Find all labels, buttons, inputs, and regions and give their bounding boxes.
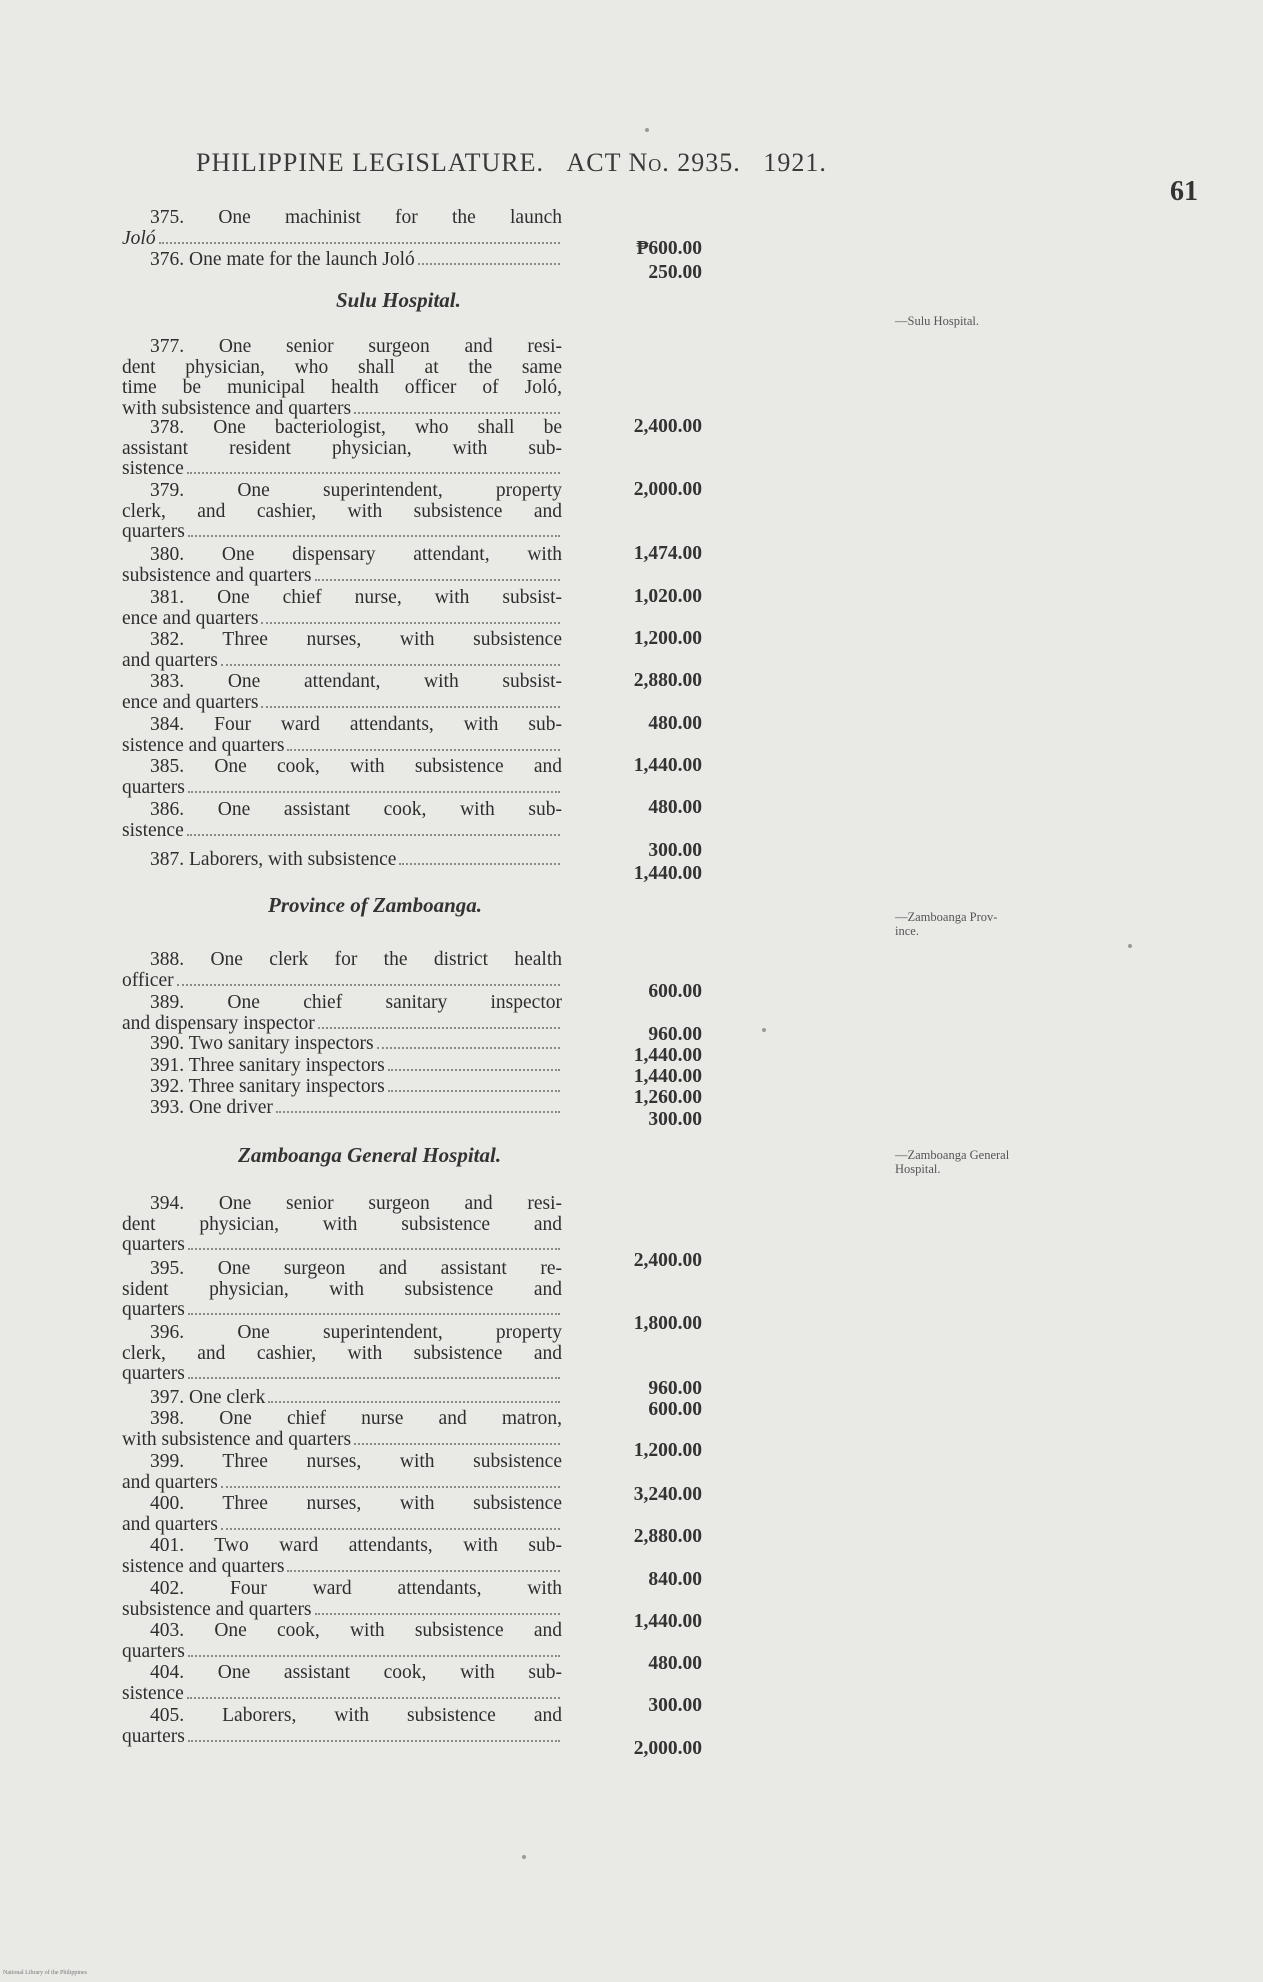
item-final-text: quarters bbox=[122, 1299, 185, 1320]
item-text-line: 399. Three nurses, with subsistence bbox=[150, 1451, 562, 1472]
line-item bbox=[122, 672, 562, 713]
act-number: ACT No. 2935. bbox=[566, 148, 741, 177]
item-final-line bbox=[122, 459, 562, 480]
item-amount: 480.00 bbox=[648, 713, 702, 734]
item-amount: 3,240.00 bbox=[633, 1484, 702, 1505]
line-item bbox=[122, 1452, 562, 1493]
item-final-text: subsistence and quarters bbox=[122, 564, 312, 586]
dot-leader bbox=[388, 1090, 560, 1092]
item-text-line: 385. One cook, with subsistence and bbox=[150, 756, 562, 777]
item-final-line bbox=[122, 1515, 562, 1536]
line-item bbox=[122, 588, 562, 629]
line-item bbox=[122, 1098, 562, 1119]
line-item bbox=[122, 1077, 562, 1098]
line-item bbox=[122, 481, 562, 543]
item-amount: 1,474.00 bbox=[633, 543, 702, 564]
line-item bbox=[122, 1056, 562, 1077]
item-final-line bbox=[122, 250, 562, 271]
dot-leader bbox=[276, 1111, 560, 1113]
line-item bbox=[122, 337, 562, 419]
dot-leader bbox=[388, 1069, 560, 1071]
dot-leader bbox=[268, 1401, 560, 1403]
item-final-line bbox=[122, 1056, 562, 1077]
item-final-line bbox=[122, 1727, 562, 1748]
dot-leader bbox=[188, 535, 560, 537]
dot-leader bbox=[318, 1027, 560, 1029]
item-amount: 1,800.00 bbox=[633, 1313, 702, 1334]
item-final-text: and quarters bbox=[122, 649, 218, 671]
item-final-text: quarters bbox=[122, 776, 185, 798]
dot-leader bbox=[187, 834, 560, 836]
item-final-line bbox=[122, 651, 562, 672]
item-final-line bbox=[122, 821, 562, 842]
line-item bbox=[122, 993, 562, 1034]
item-text-line: 378. One bacteriologist, who shall be bbox=[150, 417, 562, 438]
item-final-text: subsistence and quarters bbox=[122, 1598, 312, 1620]
item-amount: 480.00 bbox=[648, 1653, 702, 1674]
item-amount: 2,400.00 bbox=[633, 1250, 702, 1271]
item-final-text: 397. One clerk bbox=[150, 1387, 266, 1408]
item-text-line: 381. One chief nurse, with subsist- bbox=[150, 587, 562, 608]
item-final-line bbox=[122, 1684, 562, 1705]
item-text-line: 400. Three nurses, with subsistence bbox=[150, 1493, 562, 1514]
dot-leader bbox=[187, 472, 560, 474]
item-text-line: sident physician, with subsistence and bbox=[122, 1278, 562, 1300]
margin-note-zamboanga-hospital: —Zamboanga General Hospital. bbox=[895, 1148, 1010, 1176]
item-amount: 2,000.00 bbox=[633, 479, 702, 500]
item-final-text: Joló bbox=[122, 227, 156, 249]
scan-speck bbox=[522, 1855, 526, 1859]
item-amount: 300.00 bbox=[648, 1695, 702, 1716]
item-amount: 1,440.00 bbox=[633, 863, 702, 884]
item-final-text: 376. One mate for the launch Joló bbox=[150, 249, 415, 270]
item-amount: 1,440.00 bbox=[633, 1045, 702, 1066]
item-final-line bbox=[122, 229, 562, 250]
item-amount: 300.00 bbox=[648, 1109, 702, 1130]
item-final-text: sistence and quarters bbox=[122, 1555, 285, 1577]
item-amount: 2,400.00 bbox=[633, 416, 702, 437]
item-final-text: sistence and quarters bbox=[122, 734, 285, 756]
item-final-line bbox=[122, 522, 562, 543]
dot-leader bbox=[261, 622, 560, 624]
item-text-line: 404. One assistant cook, with sub- bbox=[150, 1662, 562, 1683]
dot-leader bbox=[187, 1697, 560, 1699]
dot-leader bbox=[221, 1528, 560, 1530]
item-final-text: ence and quarters bbox=[122, 607, 259, 629]
scan-speck bbox=[762, 1028, 766, 1032]
margin-note-sulu-hospital: —Sulu Hospital. bbox=[895, 314, 980, 328]
item-amount: 300.00 bbox=[648, 840, 702, 861]
dot-leader bbox=[377, 1047, 560, 1049]
item-final-line bbox=[122, 736, 562, 757]
item-text-line: 375. One machinist for the launch bbox=[150, 207, 562, 228]
item-final-text: sistence bbox=[122, 1682, 184, 1704]
item-final-line bbox=[122, 778, 562, 799]
item-final-text: quarters bbox=[122, 1725, 185, 1747]
item-final-line bbox=[122, 1388, 562, 1409]
dot-leader bbox=[399, 863, 560, 865]
item-final-text: and dispensary inspector bbox=[122, 1012, 315, 1034]
item-final-line bbox=[122, 1557, 562, 1578]
dot-leader bbox=[354, 412, 560, 414]
dot-leader bbox=[159, 242, 560, 244]
item-text-line: 403. One cook, with subsistence and bbox=[150, 1620, 562, 1641]
item-final-line bbox=[122, 1014, 562, 1035]
line-item bbox=[122, 1194, 562, 1256]
item-text-line: dent physician, who shall at the same bbox=[122, 356, 562, 378]
line-item bbox=[122, 1388, 562, 1409]
item-text-line: time be municipal health officer of Joló, bbox=[122, 377, 562, 398]
heading-zamboanga-general-hospital: Zamboanga General Hospital. bbox=[238, 1143, 502, 1167]
item-amount: 2,880.00 bbox=[633, 1526, 702, 1547]
item-amount: 1,440.00 bbox=[633, 755, 702, 776]
item-final-line bbox=[122, 1235, 562, 1256]
margin-note-zamboanga-province: —Zamboanga Prov- ince. bbox=[895, 910, 998, 938]
item-amount: 840.00 bbox=[648, 1569, 702, 1590]
item-text-line: 380. One dispensary attendant, with bbox=[150, 544, 562, 565]
line-item bbox=[122, 1536, 562, 1577]
item-final-line bbox=[122, 1077, 562, 1098]
dot-leader bbox=[188, 1740, 560, 1742]
item-final-line bbox=[122, 971, 562, 992]
item-amount: 600.00 bbox=[648, 1399, 702, 1420]
item-final-line bbox=[122, 1300, 562, 1321]
dot-leader bbox=[177, 984, 560, 986]
item-text-line: 401. Two ward attendants, with sub- bbox=[150, 1535, 562, 1556]
item-final-text: officer bbox=[122, 969, 174, 991]
line-item bbox=[122, 800, 562, 841]
item-text-line: 383. One attendant, with subsist- bbox=[150, 671, 562, 692]
dot-leader bbox=[315, 1613, 560, 1615]
item-final-text: sistence bbox=[122, 819, 184, 841]
dot-leader bbox=[287, 749, 560, 751]
item-text-line: 379. One superintendent, property bbox=[150, 480, 562, 501]
line-item bbox=[122, 418, 562, 480]
dot-leader bbox=[287, 1570, 560, 1572]
line-item bbox=[122, 1621, 562, 1662]
footer-credit: National Library of the Philippines bbox=[3, 1970, 87, 1976]
line-item bbox=[122, 250, 562, 271]
dot-leader bbox=[261, 706, 560, 708]
dot-leader bbox=[188, 791, 560, 793]
scan-speck bbox=[645, 128, 649, 132]
item-final-text: 390. Two sanitary inspectors bbox=[150, 1033, 374, 1054]
line-item bbox=[122, 1323, 562, 1385]
item-amount: 480.00 bbox=[648, 797, 702, 818]
item-amount: 1,260.00 bbox=[633, 1087, 702, 1108]
item-text-line: dent physician, with subsistence and bbox=[122, 1213, 562, 1235]
item-text-line: 386. One assistant cook, with sub- bbox=[150, 799, 562, 820]
item-text-line: clerk, and cashier, with subsistence and bbox=[122, 500, 562, 522]
item-amount: 2,000.00 bbox=[633, 1738, 702, 1759]
item-amount: 1,020.00 bbox=[633, 586, 702, 607]
scan-speck bbox=[1128, 944, 1132, 948]
item-amount: 600.00 bbox=[648, 981, 702, 1002]
item-final-line bbox=[122, 1642, 562, 1663]
item-amount: 960.00 bbox=[648, 1378, 702, 1399]
item-amount: 250.00 bbox=[648, 262, 702, 283]
item-final-line bbox=[122, 566, 562, 587]
running-head bbox=[196, 148, 827, 178]
item-final-text: quarters bbox=[122, 1234, 185, 1255]
heading-province-of-zamboanga: Province of Zamboanga. bbox=[268, 893, 483, 917]
item-final-text: quarters bbox=[122, 521, 185, 542]
heading-sulu-hospital: Sulu Hospital. bbox=[336, 288, 461, 312]
item-text-line: 388. One clerk for the district health bbox=[150, 949, 562, 970]
line-item bbox=[122, 850, 562, 871]
dot-leader bbox=[221, 1486, 560, 1488]
item-final-text: quarters bbox=[122, 1363, 185, 1384]
item-final-line bbox=[122, 850, 562, 871]
item-amount: ₱600.00 bbox=[636, 238, 702, 259]
item-final-line bbox=[122, 399, 562, 420]
item-text-line: 405. Laborers, with subsistence and bbox=[150, 1705, 562, 1726]
item-final-line bbox=[122, 1034, 562, 1055]
dot-leader bbox=[188, 1313, 560, 1315]
line-item bbox=[122, 545, 562, 586]
line-item bbox=[122, 950, 562, 991]
item-amount: 2,880.00 bbox=[633, 670, 702, 691]
line-item bbox=[122, 1034, 562, 1055]
item-text-line: 389. One chief sanitary inspector bbox=[150, 992, 562, 1013]
item-amount: 1,200.00 bbox=[633, 628, 702, 649]
item-final-text: sistence bbox=[122, 458, 184, 479]
item-text-line: clerk, and cashier, with subsistence and bbox=[122, 1342, 562, 1364]
item-text-line: 395. One surgeon and assistant re- bbox=[150, 1258, 562, 1279]
item-amount: 1,440.00 bbox=[633, 1611, 702, 1632]
dot-leader bbox=[188, 1248, 560, 1250]
line-item bbox=[122, 1409, 562, 1450]
page-number: 61 bbox=[1170, 176, 1198, 207]
item-final-text: 391. Three sanitary inspectors bbox=[150, 1055, 385, 1076]
item-text-line: 398. One chief nurse and matron, bbox=[150, 1408, 562, 1429]
item-final-line bbox=[122, 609, 562, 630]
item-final-line bbox=[122, 1473, 562, 1494]
item-final-line bbox=[122, 693, 562, 714]
item-text-line: 402. Four ward attendants, with bbox=[150, 1578, 562, 1599]
line-item bbox=[122, 757, 562, 798]
legislature-title: PHILIPPINE LEGISLATURE. bbox=[196, 148, 544, 177]
dot-leader bbox=[188, 1377, 560, 1379]
item-text-line: 394. One senior surgeon and resi- bbox=[150, 1193, 562, 1214]
line-item bbox=[122, 1579, 562, 1620]
item-final-text: quarters bbox=[122, 1640, 185, 1662]
line-item bbox=[122, 630, 562, 671]
item-final-line bbox=[122, 1430, 562, 1451]
item-final-line bbox=[122, 1600, 562, 1621]
dot-leader bbox=[315, 579, 560, 581]
item-final-text: ence and quarters bbox=[122, 691, 259, 713]
item-text-line: 396. One superintendent, property bbox=[150, 1322, 562, 1343]
item-final-text: 387. Laborers, with subsistence bbox=[150, 849, 397, 870]
item-amount: 1,440.00 bbox=[633, 1066, 702, 1087]
dot-leader bbox=[188, 1655, 560, 1657]
dot-leader bbox=[418, 263, 560, 265]
item-final-line bbox=[122, 1098, 562, 1119]
dot-leader bbox=[354, 1443, 560, 1445]
item-final-text: 392. Three sanitary inspectors bbox=[150, 1076, 385, 1097]
line-item bbox=[122, 1494, 562, 1535]
item-final-text: with subsistence and quarters bbox=[122, 1428, 352, 1450]
item-final-text: with subsistence and quarters bbox=[122, 397, 352, 419]
item-amount: 960.00 bbox=[648, 1024, 702, 1045]
line-item bbox=[122, 1259, 562, 1321]
item-final-text: and quarters bbox=[122, 1513, 218, 1535]
item-text-line: 377. One senior surgeon and resi- bbox=[150, 336, 562, 357]
item-amount: 1,200.00 bbox=[633, 1440, 702, 1461]
line-item bbox=[122, 208, 562, 249]
dot-leader bbox=[221, 664, 560, 666]
item-text-line: 382. Three nurses, with subsistence bbox=[150, 629, 562, 650]
item-text-line: assistant resident physician, with sub- bbox=[122, 437, 562, 459]
item-final-text: 393. One driver bbox=[150, 1097, 273, 1118]
line-item bbox=[122, 1706, 562, 1747]
line-item bbox=[122, 1663, 562, 1704]
item-final-text: and quarters bbox=[122, 1471, 218, 1493]
act-year: 1921. bbox=[763, 148, 827, 177]
line-item bbox=[122, 715, 562, 756]
item-text-line: 384. Four ward attendants, with sub- bbox=[150, 714, 562, 735]
item-final-line bbox=[122, 1364, 562, 1385]
